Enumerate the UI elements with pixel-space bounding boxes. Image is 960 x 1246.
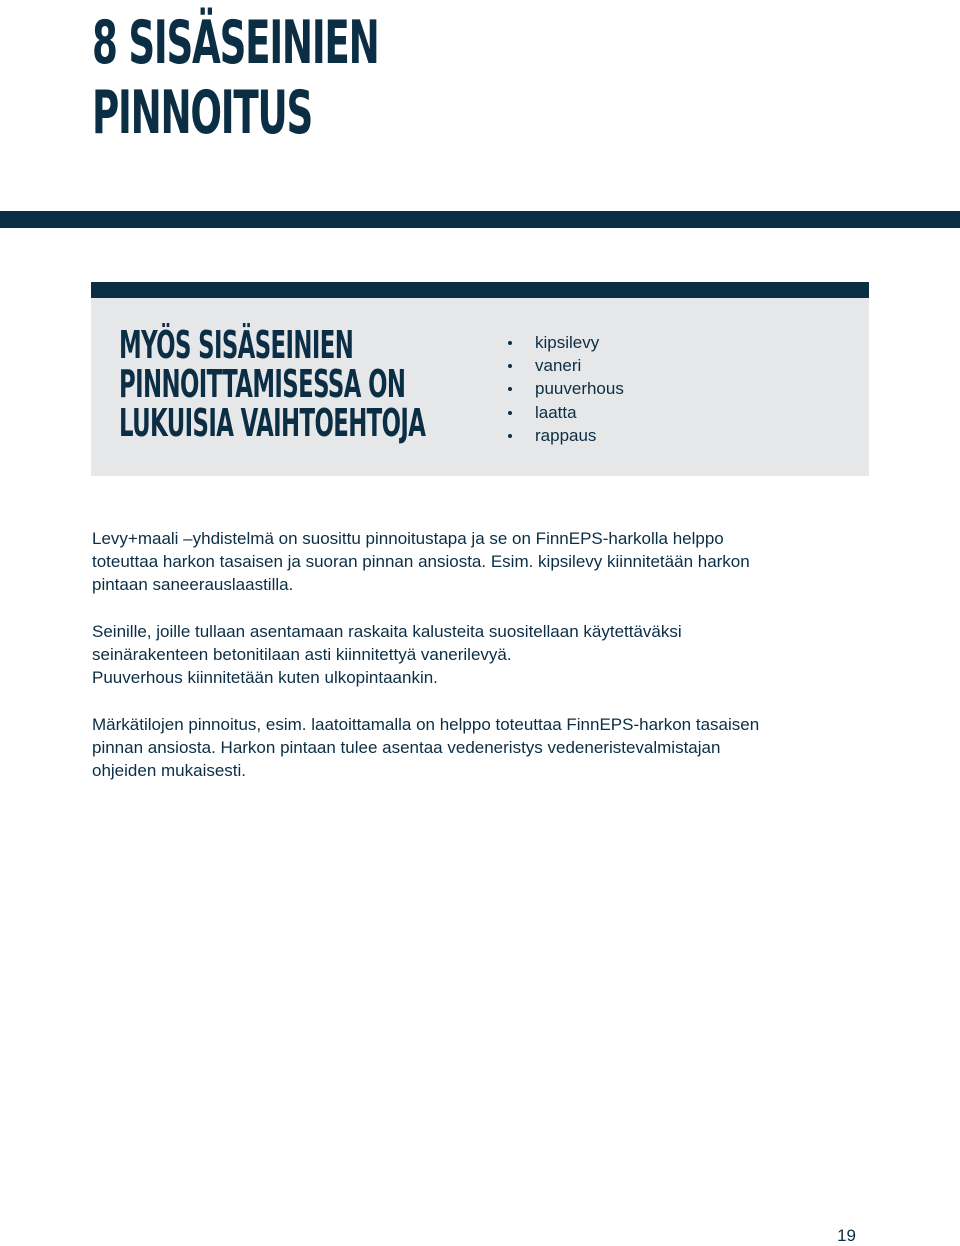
callout-top-bar — [91, 282, 869, 298]
list-item-label: rappaus — [535, 425, 597, 445]
text-line: pintaan saneerauslaastilla. — [92, 575, 294, 595]
text-line: Levy+maali –yhdistelmä on suosittu pinnoitustapa ja se on FinnEPS-harkolla helppo — [92, 529, 724, 548]
bullet-icon — [508, 434, 512, 438]
text-line: Seinille, joille tullaan asentamaan raskaita kalusteita suositellaan käytettäväksi — [92, 621, 682, 641]
list-item-label: vaneri — [535, 356, 582, 376]
paragraph-board-and-paint — [92, 527, 852, 597]
list-item — [505, 424, 624, 447]
list-item — [505, 377, 624, 400]
bullet-icon — [508, 387, 512, 391]
list-item-label: kipsilevy — [535, 333, 600, 352]
list-item — [505, 331, 624, 354]
text-line: seinärakenteen betonitilaan asti kiinnitettyä vanerilevyä. — [92, 645, 512, 664]
paragraph-wet-rooms — [92, 713, 852, 783]
callout-box — [91, 282, 869, 476]
page-title-line-1: 8 SISÄSEINIEN — [92, 8, 379, 78]
list-item — [505, 354, 624, 377]
callout-heading — [119, 323, 426, 445]
finish-options-list — [505, 331, 624, 447]
text-line: pinnan ansiosta. Harkon pintaan tulee asentaa vedeneristys vedeneristevalmistajan — [92, 737, 721, 757]
text-line: Puuverhous kiinnitetään kuten ulkopintaankin. — [92, 668, 438, 688]
list-item-label: laatta — [535, 402, 577, 422]
text-line: ohjeiden mukaisesti. — [92, 761, 247, 780]
top-divider-band — [0, 211, 960, 228]
page-number: 19 — [837, 1226, 856, 1245]
paragraph-heavy-fixtures — [92, 620, 852, 690]
list-item-label: puuverhous — [535, 379, 624, 399]
page-title-line-2: PINNOITUS — [92, 78, 313, 148]
callout-heading-line-3: LUKUISIA VAIHTOEHTOJA — [119, 401, 426, 445]
text-line: Märkätilojen pinnoitus, esim. laatoittamalla on helppo toteuttaa FinnEPS-harkon tasaisen — [92, 714, 760, 734]
bullet-icon — [508, 341, 512, 345]
body-text — [92, 527, 852, 805]
bullet-icon — [508, 364, 512, 368]
text-line: toteuttaa harkon tasaisen ja suoran pinnan ansiosta. Esim. kipsilevy kiinnitetään harkon — [92, 552, 750, 572]
page-title — [92, 8, 378, 148]
list-item — [505, 401, 624, 424]
bullet-icon — [508, 411, 512, 415]
callout-heading-line-2: PINNOITTAMISESSA ON — [119, 362, 406, 406]
callout-heading-line-1: MYÖS SISÄSEINIEN — [119, 323, 354, 367]
